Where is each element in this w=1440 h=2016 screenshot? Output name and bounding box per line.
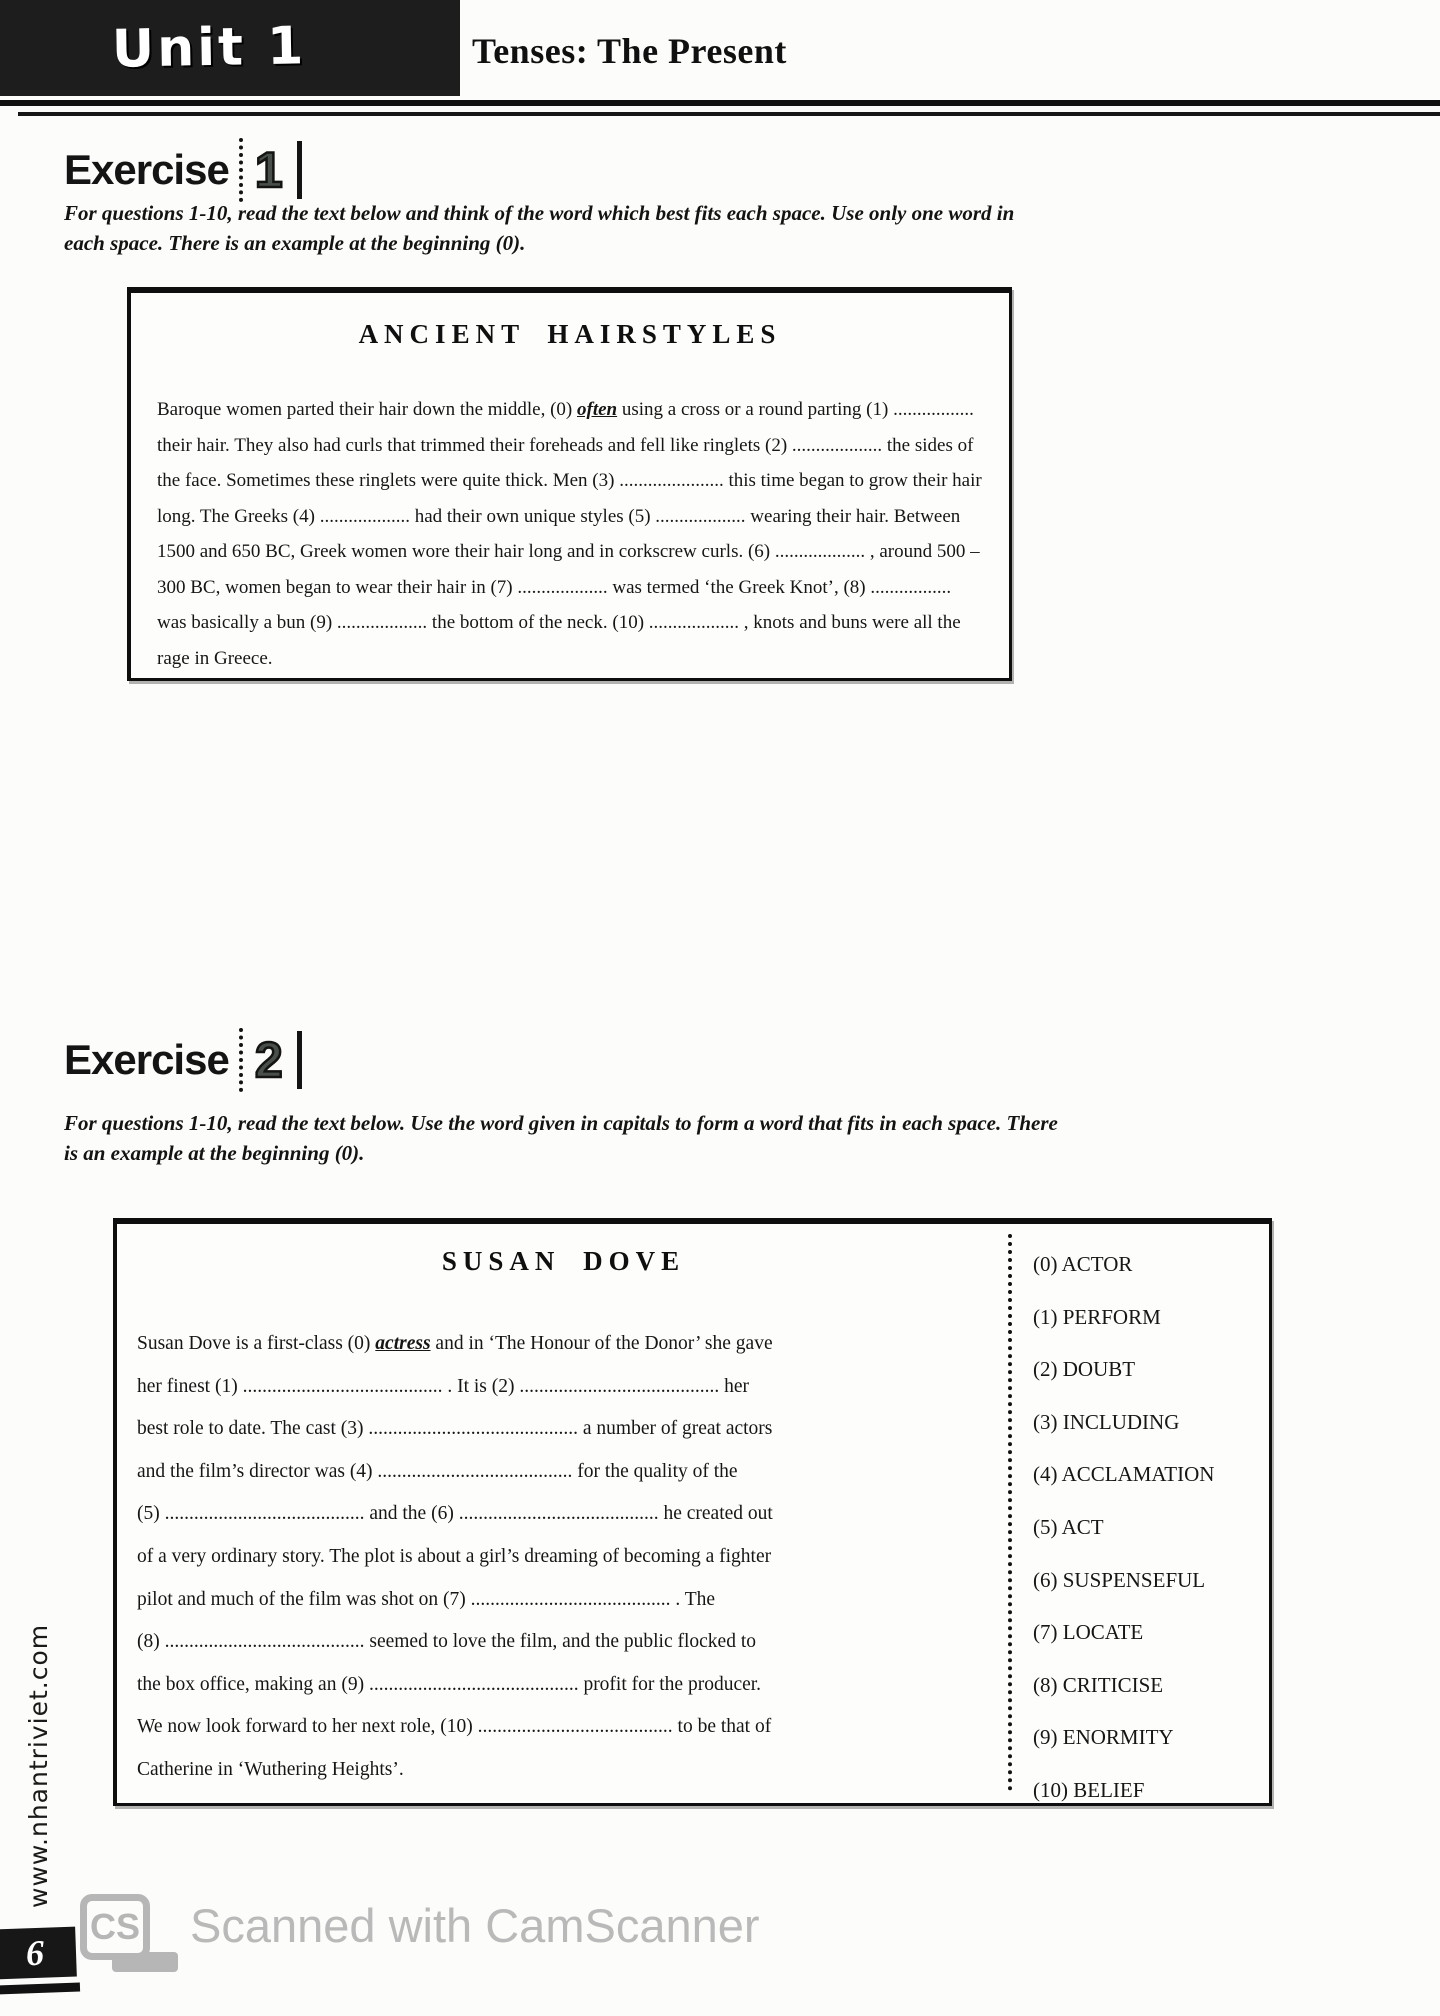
heading-bar-icon bbox=[297, 141, 302, 199]
camscanner-logo-text: CS bbox=[89, 1906, 140, 1947]
exercise2-box-title: SUSAN DOVE bbox=[441, 1246, 686, 1276]
text-line: (1) PERFORM bbox=[1033, 1304, 1161, 1329]
exercise1-textbox bbox=[127, 287, 1012, 681]
text-line: rage in Greece. bbox=[157, 647, 273, 669]
text-line: (7) LOCATE bbox=[1033, 1620, 1144, 1645]
text-line: (8) CRITICISE bbox=[1033, 1672, 1164, 1697]
page-tab-underline bbox=[0, 1983, 80, 1995]
word-list bbox=[1033, 1238, 1259, 1817]
exercise1-number: 1 bbox=[254, 142, 283, 198]
example-answer: often bbox=[577, 399, 618, 420]
exercise1-box-title: ANCIENT HAIRSTYLES bbox=[358, 319, 782, 349]
text-line: Baroque women parted their hair down the middle, (0) often using a cross or a round parting (1) ................. bbox=[157, 399, 974, 420]
page-number: 6 bbox=[25, 1932, 45, 1974]
exercise1-instructions: For questions 1-10, read the text below and think of the word which best fits each space. Use only one word in each space. There is an example at the beginning (0). bbox=[64, 201, 1015, 255]
text-line: long. The Greeks (4) ................... had their own unique styles (5) ................... wearing their hair. Between bbox=[157, 505, 961, 527]
text-line: We now look forward to her next role, (10) ........................................ to be that of bbox=[137, 1716, 772, 1738]
text-line: of a very ordinary story. The plot is about a girl’s dreaming of becoming a fighter bbox=[137, 1545, 772, 1567]
exercise2-instructions: For questions 1-10, read the text below. Use the word given in capitals to form a word that fits in each space. There is an example at the beginning (0). bbox=[64, 1111, 1058, 1165]
header-rule-top bbox=[0, 100, 1440, 106]
text-line: (0) ACTOR bbox=[1033, 1252, 1133, 1276]
header-rule-bottom bbox=[18, 112, 1440, 116]
text-line: (10) BELIEF bbox=[1033, 1777, 1145, 1802]
text-line: (5) ACT bbox=[1033, 1514, 1104, 1539]
exercise2-text-column bbox=[117, 1224, 1010, 1792]
text-line: the box office, making an (9) ........................................... profit for the producer. bbox=[137, 1673, 762, 1695]
text-line: (9) ENORMITY bbox=[1033, 1725, 1174, 1750]
exercise1-box-body bbox=[157, 392, 983, 676]
exercise2-textbox bbox=[113, 1218, 1272, 1806]
exercise2-label: Exercise bbox=[64, 1036, 229, 1083]
text-line: pilot and much of the film was shot on (7) ......................................... . The bbox=[137, 1588, 716, 1610]
website-watermark: www.nhantriviet.com bbox=[24, 1623, 53, 1908]
text-line: 1500 and 650 BC, Greek women wore their hair long and in corkscrew curls. (6) ................... , around 500 – bbox=[157, 541, 980, 562]
text-line: (5) ......................................... and the (6) ......................................... he created out bbox=[137, 1503, 773, 1525]
text-line: her finest (1) ......................................... . It is (2) ......................................... her bbox=[137, 1375, 750, 1397]
page-title: Tenses: The Present bbox=[472, 31, 787, 71]
page-number-tab bbox=[0, 1927, 77, 1980]
exercise2-heading bbox=[64, 1028, 302, 1092]
text-line: (6) SUSPENSEFUL bbox=[1033, 1567, 1206, 1592]
camscanner-watermark-text: Scanned with CamScanner bbox=[190, 1899, 760, 1952]
exercise1-heading bbox=[64, 138, 302, 202]
text-line: 300 BC, women began to wear their hair in (7) ................... was termed ‘the Greek Knot’, (8) ................. bbox=[157, 576, 952, 598]
camscanner-logo-icon bbox=[80, 1894, 150, 1960]
exercise1-label: Exercise bbox=[64, 146, 229, 193]
text-line: and the film’s director was (4) ........................................ for the quality of the bbox=[137, 1460, 738, 1482]
text-line: (8) ......................................... seemed to love the film, and the public flocked to bbox=[137, 1631, 757, 1653]
exercise2-box-body bbox=[137, 1323, 1010, 1792]
text-line: (4) ACCLAMATION bbox=[1033, 1462, 1215, 1487]
dotted-divider-icon bbox=[239, 138, 243, 202]
text-line: was basically a bun (9) ................... the bottom of the neck. (10) ................... , knots and buns were all the bbox=[157, 612, 961, 633]
text-line: Susan Dove is a first-class (0) actress and in ‘The Honour of the Donor’ she gave bbox=[137, 1333, 773, 1354]
exercise2-number: 2 bbox=[254, 1032, 283, 1088]
text-line: the face. Sometimes these ringlets were quite thick. Men (3) ...................... this time began to grow their hair bbox=[157, 470, 982, 491]
text-line: (2) DOUBT bbox=[1033, 1357, 1136, 1382]
text-line: Catherine in ‘Wuthering Heights’. bbox=[137, 1758, 404, 1780]
unit-label: Unit 1 bbox=[111, 16, 307, 80]
example-answer: actress bbox=[375, 1333, 431, 1354]
unit-tab bbox=[0, 0, 460, 96]
text-line: best role to date. The cast (3) ........................................... a number of great actors bbox=[137, 1418, 773, 1440]
heading-bar-icon bbox=[297, 1031, 302, 1089]
text-line: (3) INCLUDING bbox=[1033, 1409, 1180, 1434]
dotted-divider-vertical bbox=[1008, 1234, 1012, 1791]
dotted-divider-icon bbox=[239, 1028, 243, 1092]
text-line: their hair. They also had curls that trimmed their foreheads and fell like ringlets (2) ................... the sides of bbox=[157, 434, 974, 456]
